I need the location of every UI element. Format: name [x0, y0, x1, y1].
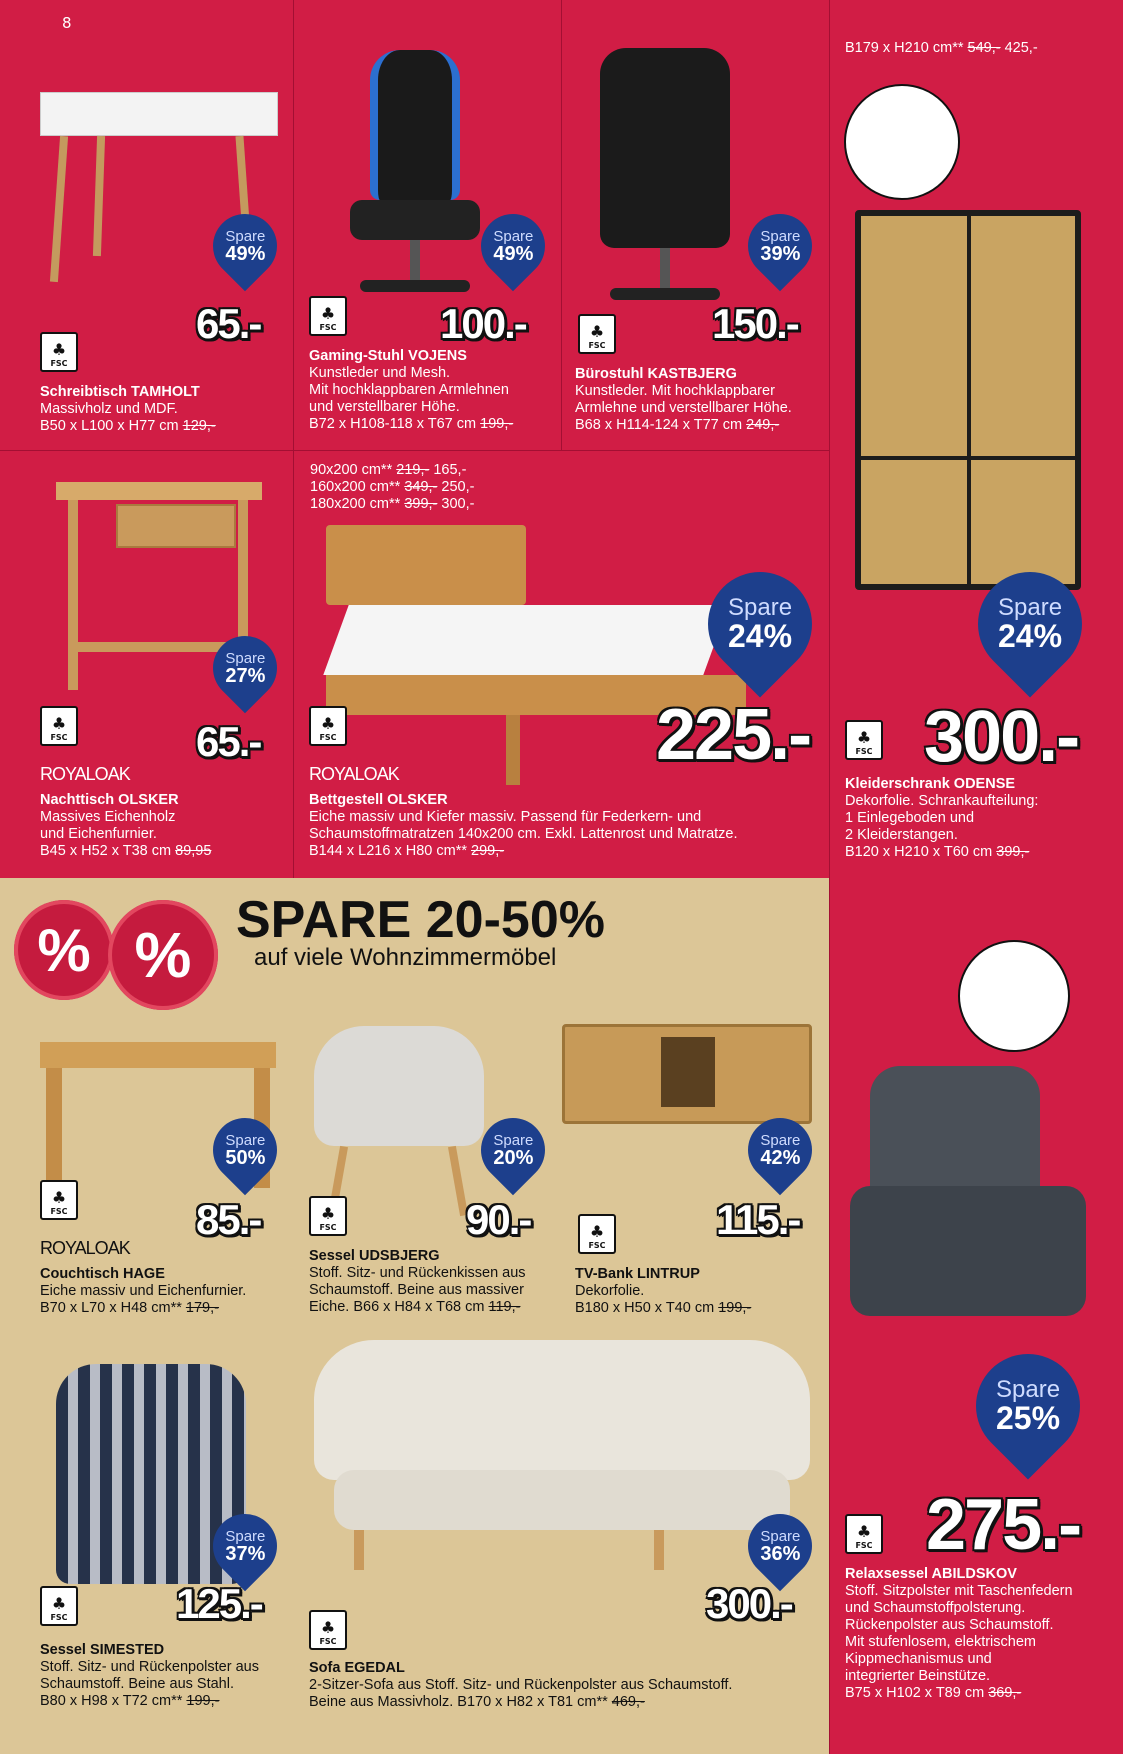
save-badge: Spare 36%	[735, 1501, 826, 1592]
wardrobe-inset-image	[844, 84, 960, 200]
price: 225.-	[656, 695, 811, 775]
top-size-price: B179 x H210 cm** 549,- 425,-	[845, 40, 1038, 56]
fsc-tree-icon: ♣ FSC	[40, 1586, 78, 1626]
gaming-chair-image	[330, 50, 510, 305]
page-number: 8	[62, 14, 72, 32]
product-description: Sessel UDSBJERG Stoff. Sitz- und Rückenkissen aus Schaumstoff. Beine aus massiver Eiche. B66 x H84 x T68 cm 119,-	[309, 1248, 526, 1315]
product-description: Bettgestell OLSKER Eiche massiv und Kiefer massiv. Passend für Federkern- und Schaumstoffmatratzen 140x200 cm. Exkl. Lattenrost und Matratze. B144 x L216 x H80 cm** 299,-	[309, 792, 738, 859]
armchair-image	[314, 1026, 484, 1216]
fsc-tree-icon: ♣ FSC	[309, 1610, 347, 1650]
fsc-tree-icon: ♣ FSC	[309, 1196, 347, 1236]
fsc-tree-icon: ♣ FSC	[578, 314, 616, 354]
save-badge: Spare 39%	[735, 201, 826, 292]
price: 85.-	[196, 1196, 261, 1243]
percent-tag: %	[108, 900, 218, 1010]
product-description: Sessel SIMESTED Stoff. Sitz- und Rückenpolster aus Schaumstoff. Beine aus Stahl. B80 x H98 x T72 cm** 199,-	[40, 1642, 259, 1709]
product-description: Bürostuhl KASTBJERG Kunstleder. Mit hochklappbarer Armlehne und verstellbarer Höhe. B68 x H114-124 x T77 cm 249,-	[575, 366, 792, 433]
price: 115.-	[716, 1196, 800, 1243]
save-badge: Spare 27%	[200, 623, 291, 714]
save-badge: Spare 25%	[954, 1332, 1101, 1479]
price: 300.-	[924, 697, 1079, 777]
save-badge: Spare 37%	[200, 1501, 291, 1592]
fsc-tree-icon: ♣ FSC	[578, 1214, 616, 1254]
wardrobe-image	[855, 210, 1081, 590]
fsc-tree-icon: ♣ FSC	[309, 296, 347, 336]
brand-logo: ROYALOAK	[40, 1238, 130, 1258]
price: 65.-	[196, 718, 261, 765]
price: 65.-	[196, 300, 261, 347]
product-description: Kleiderschrank ODENSE Dekorfolie. Schrankaufteilung: 1 Einlegeboden und 2 Kleiderstangen. B120 x H210 x T60 cm 399,-	[845, 776, 1039, 860]
fsc-tree-icon: ♣ FSC	[40, 332, 78, 372]
size-price-list: 90x200 cm** 219,- 165,- 160x200 cm** 349,- 250,- 180x200 cm** 399,- 300,-	[310, 462, 475, 512]
price: 100.-	[440, 300, 526, 347]
banner-subline: auf viele Wohnzimmermöbel	[254, 944, 557, 971]
fsc-tree-icon: ♣ FSC	[845, 1514, 883, 1554]
office-chair-image	[590, 48, 770, 318]
save-badge: Spare 20%	[468, 1105, 559, 1196]
product-description: Sofa EGEDAL 2-Sitzer-Sofa aus Stoff. Sitz- und Rückenpolster aus Schaumstoff. Beine aus Massivholz. B170 x H82 x T81 cm** 469,-	[309, 1660, 733, 1710]
brand-logo: ROYALOAK	[40, 764, 130, 784]
product-description: Couchtisch HAGE Eiche massiv und Eichenfurnier. B70 x L70 x H48 cm** 179,-	[40, 1266, 247, 1316]
product-description: Nachttisch OLSKER Massives Eichenholz und Eichenfurnier. B45 x H52 x T38 cm 89,95	[40, 792, 212, 859]
price: 90.-	[466, 1196, 531, 1243]
save-badge: Spare 49%	[200, 201, 291, 292]
save-badge: Spare 50%	[200, 1105, 291, 1196]
product-description: Relaxsessel ABILDSKOV Stoff. Sitzpolster mit Taschenfedern und Schaumstoffpolsterung. Rückenpolster aus Schaumstoff. Mit stufenlosem, elektrischem Kippmechanismus und integrierter Beinstütze. B75 x H102 x T89 cm 369,-	[845, 1566, 1073, 1701]
sofa-image	[314, 1340, 810, 1576]
fsc-tree-icon: ♣ FSC	[845, 720, 883, 760]
brand-logo: ROYALOAK	[309, 764, 399, 784]
banner-headline: SPARE 20-50%	[236, 891, 605, 949]
price: 300.-	[706, 1580, 792, 1627]
price: 150.-	[712, 300, 798, 347]
tv-bench-image	[562, 1024, 812, 1124]
percent-tag: %	[14, 900, 114, 1000]
save-badge: Spare 42%	[735, 1105, 826, 1196]
price: 125.-	[176, 1580, 262, 1627]
recliner-inset-image	[958, 940, 1070, 1052]
fsc-tree-icon: ♣ FSC	[40, 1180, 78, 1220]
fsc-tree-icon: ♣ FSC	[40, 706, 78, 746]
price: 275.-	[926, 1485, 1081, 1565]
save-badge: Spare 49%	[468, 201, 559, 292]
recliner-image	[850, 1066, 1086, 1336]
product-description: Schreibtisch TAMHOLT Massivholz und MDF. B50 x L100 x H77 cm 129,-	[40, 384, 216, 434]
product-description: TV-Bank LINTRUP Dekorfolie. B180 x H50 x T40 cm 199,-	[575, 1266, 752, 1316]
product-description: Gaming-Stuhl VOJENS Kunstleder und Mesh. Mit hochklappbaren Armlehnen und verstellbarer Höhe. B72 x H108-118 x T67 cm 199,-	[309, 348, 514, 432]
save-badge: Spare 24%	[956, 550, 1103, 697]
fsc-tree-icon: ♣ FSC	[309, 706, 347, 746]
save-badge: Spare 24%	[686, 550, 833, 697]
